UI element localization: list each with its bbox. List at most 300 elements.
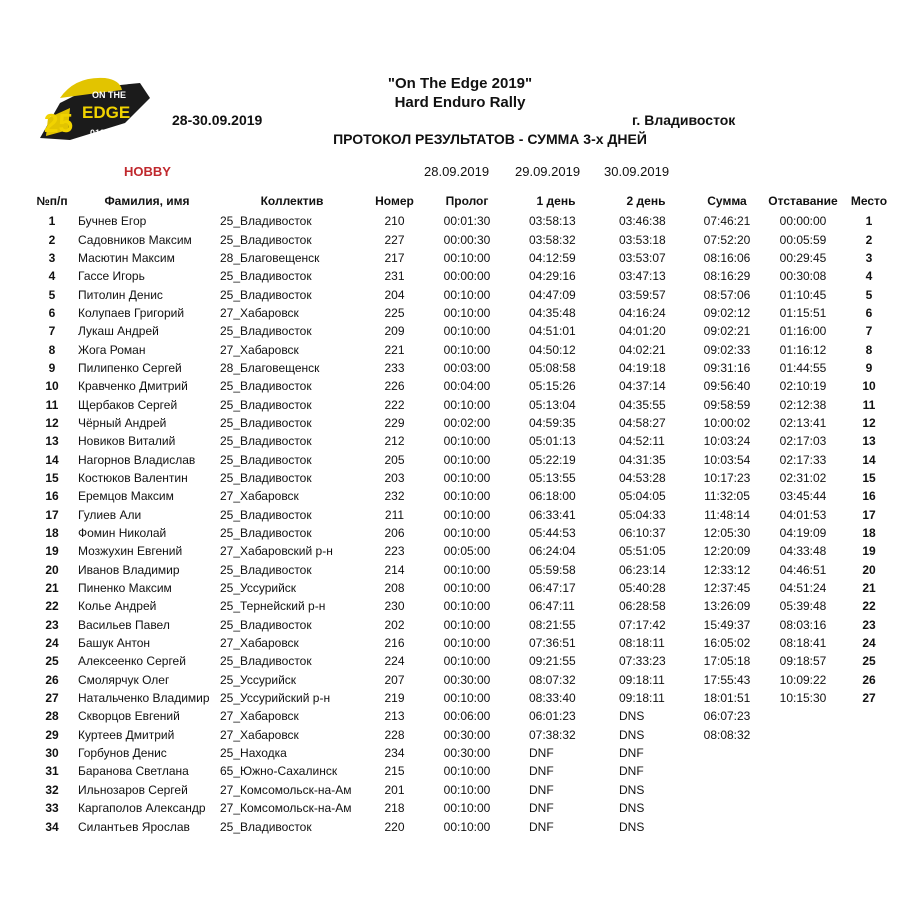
cell-team: 25_Владивосток: [220, 654, 312, 669]
cell-team: 27_Хабаровск: [220, 709, 299, 724]
cell-place: [843, 726, 895, 744]
cell-team: 25_Владивосток: [220, 562, 312, 577]
cell-day2: DNF: [619, 746, 644, 761]
cell-name: Чёрный Андрей: [78, 415, 167, 430]
table-row: [28, 542, 895, 560]
cell-total: 06:07:23: [703, 709, 751, 724]
cell-bib: 215: [384, 764, 405, 779]
cell-name: Гассе Игорь: [78, 269, 145, 284]
cell-place: [843, 707, 895, 725]
cell-total: 13:26:09: [703, 599, 751, 614]
table-row: [28, 671, 895, 689]
cell-gap: 02:13:41: [779, 415, 827, 430]
cell-prolog: 00:10:00: [443, 581, 491, 596]
cell-place: 15: [862, 470, 876, 485]
cell-name: Скворцов Евгений: [78, 709, 180, 724]
cell-prolog: 00:10:00: [443, 764, 491, 779]
cell-prolog: 00:30:00: [443, 672, 491, 687]
cell-prolog: 00:02:00: [443, 415, 491, 430]
cell-name: Силантьев Ярослав: [78, 819, 190, 834]
cell-num: 7: [48, 324, 56, 339]
cell-team: 25_Владивосток: [220, 379, 312, 394]
cell-place: 21: [862, 581, 876, 596]
cell-name: Питолин Денис: [78, 287, 163, 302]
cell-total: 07:46:21: [703, 214, 751, 229]
cell-gap: 00:00:00: [779, 214, 827, 229]
table-row: [28, 597, 895, 615]
cell-place: 8: [865, 342, 873, 357]
cell-total: 12:20:09: [703, 544, 751, 559]
cell-day2: 06:23:14: [619, 562, 666, 577]
cell-team: 28_Благовещенск: [220, 250, 320, 265]
cell-prolog: 00:30:00: [443, 727, 491, 742]
cell-day1: 07:38:32: [529, 727, 576, 742]
cell-bib: 210: [384, 214, 405, 229]
cell-name: Еремцов Максим: [78, 489, 174, 504]
cell-place: 12: [862, 415, 876, 430]
cell-day2: 09:18:11: [619, 672, 665, 687]
cell-total: [691, 817, 763, 835]
cell-day2: 09:18:11: [619, 691, 665, 706]
cell-place: 3: [865, 250, 873, 265]
cell-total: 10:00:02: [703, 415, 751, 430]
cell-num: 11: [45, 397, 59, 412]
cell-prolog: 00:10:00: [443, 305, 491, 320]
col-header-day2: 2 день: [626, 194, 666, 208]
cell-place: [843, 799, 895, 817]
cell-name: Смолярчук Олег: [78, 672, 170, 687]
protocol-title: ПРОТОКОЛ РЕЗУЛЬТАТОВ - СУММА 3-х ДНЕЙ: [333, 131, 647, 147]
cell-day2: DNS: [619, 782, 645, 797]
cell-name: Куртеев Дмитрий: [78, 727, 175, 742]
cell-bib: 228: [384, 727, 405, 742]
cell-prolog: 00:05:00: [443, 544, 491, 559]
cell-day2: 04:37:14: [619, 379, 666, 394]
cell-day1: 06:01:23: [529, 709, 576, 724]
cell-day1: 05:01:13: [529, 434, 576, 449]
cell-bib: 220: [384, 819, 405, 834]
table-row: [28, 340, 895, 358]
cell-team: 27_Хабаровск: [220, 636, 299, 651]
cell-day1: DNF: [529, 746, 554, 761]
cell-place: 19: [862, 544, 876, 559]
col-header-total: Сумма: [707, 194, 747, 208]
cell-day2: 06:28:58: [619, 599, 666, 614]
cell-prolog: 00:10:00: [443, 819, 491, 834]
cell-day1: DNF: [529, 764, 554, 779]
cell-team: 27_Хабаровск: [220, 489, 299, 504]
table-row: [28, 579, 895, 597]
cell-total: 18:01:51: [703, 691, 751, 706]
cell-gap: 10:09:22: [779, 672, 827, 687]
cell-team: 27_Хабаровск: [220, 727, 299, 742]
cell-name: Масютин Максим: [78, 250, 175, 265]
cell-gap: [763, 781, 843, 799]
cell-team: 27_Хабаровский р-н: [220, 544, 333, 559]
logo-year: 019: [90, 128, 106, 138]
cell-team: 27_Комсомольск-на-Ам: [220, 782, 352, 797]
cell-gap: [763, 744, 843, 762]
logo-text-top: ON THE: [92, 90, 127, 100]
cell-num: 20: [45, 562, 59, 577]
cell-total: 11:32:05: [704, 489, 750, 504]
cell-team: 25_Владивосток: [220, 526, 312, 541]
cell-total: 09:58:59: [703, 397, 751, 412]
cell-team: 25_Владивосток: [220, 397, 312, 412]
cell-total: 08:57:06: [703, 287, 751, 302]
table-row: [28, 377, 895, 395]
cell-total: 08:08:32: [703, 727, 751, 742]
cell-num: 22: [45, 599, 59, 614]
cell-prolog: 00:10:00: [443, 324, 491, 339]
cell-gap: 00:30:08: [779, 269, 827, 284]
table-header-row: [28, 190, 895, 212]
cell-day1: 05:59:58: [529, 562, 576, 577]
cell-name: Костюков Валентин: [78, 470, 188, 485]
cell-name: Колупаев Григорий: [78, 305, 185, 320]
cell-prolog: 00:00:00: [443, 269, 491, 284]
cell-prolog: 00:10:00: [443, 250, 491, 265]
cell-bib: 201: [384, 782, 405, 797]
cell-place: 17: [862, 507, 876, 522]
cell-bib: 224: [384, 654, 405, 669]
cell-total: 15:49:37: [703, 617, 751, 632]
cell-gap: 01:44:55: [779, 360, 827, 375]
cell-day1: 06:24:04: [529, 544, 576, 559]
cell-prolog: 00:00:30: [443, 232, 491, 247]
cell-num: 31: [45, 764, 59, 779]
table-row: [28, 799, 895, 817]
col-header-prolog: Пролог: [445, 194, 489, 208]
cell-total: 12:05:30: [703, 526, 751, 541]
col-header-name: Фамилия, имя: [104, 194, 190, 208]
cell-prolog: 00:10:00: [443, 489, 491, 504]
cell-day2: 04:02:21: [619, 342, 666, 357]
cell-day2: 04:35:55: [619, 397, 666, 412]
cell-team: 25_Уссурийск: [220, 581, 297, 596]
cell-bib: 226: [384, 379, 405, 394]
cell-day1: 06:47:11: [529, 599, 575, 614]
cell-day2: 03:46:38: [619, 214, 666, 229]
cell-day2: 03:53:07: [619, 250, 666, 265]
cell-day2: 03:53:18: [619, 232, 666, 247]
col-header-gap: Отставание: [768, 194, 838, 208]
cell-gap: 04:19:09: [779, 526, 827, 541]
cell-bib: 222: [384, 397, 405, 412]
cell-day2: 03:47:13: [619, 269, 666, 284]
cell-team: 25_Владивосток: [220, 324, 312, 339]
cell-team: 25_Владивосток: [220, 232, 312, 247]
cell-num: 33: [45, 801, 59, 816]
cell-day1: 05:13:55: [529, 470, 576, 485]
cell-total: 09:56:40: [703, 379, 751, 394]
cell-total: 11:48:14: [704, 507, 750, 522]
cell-place: [843, 781, 895, 799]
cell-day1: 05:15:26: [529, 379, 576, 394]
cell-place: 13: [862, 434, 876, 449]
cell-prolog: 00:10:00: [443, 287, 491, 302]
cell-day1: 04:12:59: [529, 250, 576, 265]
cell-day2: 04:19:18: [619, 360, 666, 375]
logo-number: 25: [44, 108, 73, 138]
cell-day1: DNF: [529, 819, 554, 834]
cell-gap: [763, 817, 843, 835]
cell-num: 8: [48, 342, 56, 357]
cell-day2: 05:04:33: [619, 507, 666, 522]
class-label: HOBBY: [124, 164, 171, 179]
cell-prolog: 00:10:00: [443, 599, 491, 614]
cell-bib: 216: [384, 636, 405, 651]
cell-total: 10:03:24: [703, 434, 751, 449]
cell-name: Мозжухин Евгений: [78, 544, 183, 559]
cell-place: 27: [862, 691, 876, 706]
cell-place: 10: [862, 379, 876, 394]
cell-num: 2: [48, 232, 56, 247]
cell-prolog: 00:01:30: [443, 214, 491, 229]
cell-place: 22: [862, 599, 876, 614]
table-row: [28, 450, 895, 468]
cell-prolog: 00:10:00: [443, 691, 491, 706]
cell-bib: 202: [384, 617, 405, 632]
cell-total: [691, 744, 763, 762]
cell-bib: 208: [384, 581, 405, 596]
cell-bib: 225: [384, 305, 405, 320]
cell-bib: 203: [384, 470, 405, 485]
cell-prolog: 00:10:00: [443, 434, 491, 449]
cell-day1: 05:44:53: [529, 526, 576, 541]
col-header-bib: Номер: [375, 194, 414, 208]
cell-name: Садовников Максим: [78, 232, 192, 247]
cell-gap: 10:15:30: [779, 691, 827, 706]
cell-num: 4: [48, 269, 56, 284]
day-date-1: 28.09.2019: [424, 164, 490, 179]
cell-num: 18: [45, 526, 59, 541]
cell-total: 08:16:29: [703, 269, 751, 284]
cell-bib: 217: [384, 250, 405, 265]
cell-name: Иванов Владимир: [78, 562, 180, 577]
table-row: [28, 781, 895, 799]
cell-prolog: 00:10:00: [443, 801, 491, 816]
cell-total: 17:55:43: [703, 672, 751, 687]
cell-name: Лукаш Андрей: [78, 324, 159, 339]
cell-total: [691, 781, 763, 799]
cell-team: 25_Уссурийск: [220, 672, 297, 687]
cell-prolog: 00:10:00: [443, 782, 491, 797]
cell-day2: 07:33:23: [619, 654, 666, 669]
cell-day1: 04:59:35: [529, 415, 576, 430]
cell-name: Щербаков Сергей: [78, 397, 178, 412]
cell-total: 09:31:16: [703, 360, 751, 375]
cell-gap: 02:17:33: [779, 452, 827, 467]
cell-num: 5: [48, 287, 56, 302]
cell-name: Фомин Николай: [78, 526, 167, 541]
cell-total: [691, 799, 763, 817]
cell-name: Ильнозаров Сергей: [78, 782, 188, 797]
cell-bib: 219: [384, 691, 405, 706]
cell-gap: 08:03:16: [779, 617, 827, 632]
cell-gap: [763, 707, 843, 725]
cell-prolog: 00:10:00: [443, 342, 491, 357]
cell-day1: 03:58:32: [529, 232, 576, 247]
cell-day2: DNS: [619, 819, 645, 834]
cell-place: 4: [865, 269, 873, 284]
cell-gap: 01:16:12: [779, 342, 827, 357]
cell-gap: [763, 726, 843, 744]
table-row: [28, 249, 895, 267]
cell-bib: 212: [384, 434, 405, 449]
cell-team: 25_Уссурийский р-н: [220, 691, 331, 706]
cell-name: Бучнев Егор: [78, 214, 147, 229]
cell-gap: 01:10:45: [779, 287, 827, 302]
cell-day1: 04:47:09: [529, 287, 576, 302]
cell-place: [843, 817, 895, 835]
cell-team: 25_Владивосток: [220, 507, 312, 522]
cell-bib: 223: [384, 544, 405, 559]
col-header-num: №п/п: [36, 194, 68, 208]
cell-gap: [763, 799, 843, 817]
cell-prolog: 00:10:00: [443, 397, 491, 412]
cell-bib: 206: [384, 526, 405, 541]
cell-bib: 218: [384, 801, 405, 816]
cell-total: 12:33:12: [703, 562, 751, 577]
cell-prolog: 00:10:00: [443, 452, 491, 467]
cell-bib: 232: [384, 489, 405, 504]
cell-gap: 02:10:19: [779, 379, 827, 394]
table-row: [28, 322, 895, 340]
cell-team: 25_Находка: [220, 746, 287, 761]
cell-place: 9: [865, 360, 873, 375]
cell-team: 27_Хабаровск: [220, 342, 299, 357]
cell-place: 1: [865, 214, 873, 229]
cell-prolog: 00:10:00: [443, 654, 491, 669]
cell-place: 26: [862, 672, 876, 687]
cell-total: 09:02:21: [703, 324, 751, 339]
cell-team: 28_Благовещенск: [220, 360, 320, 375]
cell-bib: 234: [384, 746, 405, 761]
table-row: [28, 359, 895, 377]
cell-team: 27_Хабаровск: [220, 305, 299, 320]
cell-num: 10: [45, 379, 59, 394]
cell-prolog: 00:10:00: [443, 507, 491, 522]
cell-num: 1: [48, 214, 56, 229]
cell-team: 25_Владивосток: [220, 819, 312, 834]
cell-gap: 02:12:38: [779, 397, 827, 412]
cell-name: Башук Антон: [78, 636, 151, 651]
cell-bib: 204: [384, 287, 405, 302]
cell-num: 12: [45, 415, 59, 430]
cell-day1: 04:50:12: [529, 342, 576, 357]
cell-day1: 05:08:58: [529, 360, 576, 375]
cell-bib: 205: [384, 452, 405, 467]
cell-num: 29: [45, 727, 59, 742]
cell-place: 11: [862, 397, 876, 412]
cell-bib: 207: [384, 672, 405, 687]
event-subtitle: Hard Enduro Rally: [394, 94, 526, 111]
cell-day2: 07:17:42: [619, 617, 666, 632]
cell-num: 25: [45, 654, 59, 669]
cell-name: Новиков Виталий: [78, 434, 176, 449]
cell-place: [843, 762, 895, 780]
table-row: [28, 469, 895, 487]
cell-num: 14: [45, 452, 59, 467]
cell-place: 5: [865, 287, 873, 302]
cell-day2: 06:10:37: [619, 526, 666, 541]
cell-prolog: 00:03:00: [443, 360, 491, 375]
cell-name: Гулиев Али: [78, 507, 142, 522]
cell-num: 28: [45, 709, 59, 724]
cell-day1: 07:36:51: [529, 636, 576, 651]
table-row: [28, 395, 895, 413]
event-title: "On The Edge 2019": [387, 75, 533, 92]
cell-place: 6: [865, 305, 873, 320]
cell-name: Баранова Светлана: [78, 764, 189, 779]
cell-day1: 04:35:48: [529, 305, 576, 320]
cell-day1: 06:33:41: [529, 507, 576, 522]
cell-day2: 04:52:11: [619, 434, 665, 449]
cell-total: 09:02:33: [703, 342, 751, 357]
cell-total: [691, 762, 763, 780]
cell-bib: 214: [384, 562, 405, 577]
cell-team: 25_Владивосток: [220, 434, 312, 449]
cell-team: 25_Тернейский р-н: [220, 599, 326, 614]
cell-day1: 08:33:40: [529, 691, 576, 706]
cell-total: 10:03:54: [703, 452, 751, 467]
table-row: [28, 487, 895, 505]
cell-gap: [763, 762, 843, 780]
table-row: [28, 304, 895, 322]
cell-day2: DNS: [619, 727, 645, 742]
cell-num: 27: [45, 691, 59, 706]
cell-gap: 01:15:51: [779, 305, 827, 320]
col-header-day1: 1 день: [536, 194, 576, 208]
cell-day2: 04:31:35: [619, 452, 666, 467]
cell-prolog: 00:04:00: [443, 379, 491, 394]
cell-num: 23: [45, 617, 59, 632]
cell-day2: 04:16:24: [619, 305, 666, 320]
cell-day2: 08:18:11: [619, 636, 665, 651]
cell-day1: 09:21:55: [529, 654, 576, 669]
cell-num: 13: [45, 434, 59, 449]
cell-name: Колье Андрей: [78, 599, 157, 614]
cell-gap: 01:16:00: [779, 324, 827, 339]
cell-day1: DNF: [529, 801, 554, 816]
table-row: [28, 432, 895, 450]
cell-place: 23: [862, 617, 876, 632]
cell-day1: 06:47:17: [529, 581, 576, 596]
cell-day1: 08:07:32: [529, 672, 576, 687]
cell-total: 08:16:06: [703, 250, 751, 265]
day-date-3: 30.09.2019: [604, 164, 670, 179]
cell-gap: 04:51:24: [779, 581, 827, 596]
table-row: [28, 230, 895, 248]
cell-total: 07:52:20: [703, 232, 751, 247]
cell-bib: 233: [384, 360, 405, 375]
table-row: [28, 689, 895, 707]
cell-num: 21: [45, 581, 59, 596]
cell-team: 25_Владивосток: [220, 617, 312, 632]
cell-bib: 229: [384, 415, 405, 430]
cell-num: 30: [45, 746, 59, 761]
cell-place: 14: [862, 452, 876, 467]
cell-gap: 04:33:48: [779, 544, 827, 559]
cell-total: 17:05:18: [703, 654, 751, 669]
cell-num: 17: [45, 507, 59, 522]
cell-day1: 04:51:01: [529, 324, 576, 339]
cell-day2: DNF: [619, 764, 644, 779]
cell-place: 16: [862, 489, 876, 504]
cell-bib: 221: [384, 342, 405, 357]
cell-day2: 05:51:05: [619, 544, 666, 559]
